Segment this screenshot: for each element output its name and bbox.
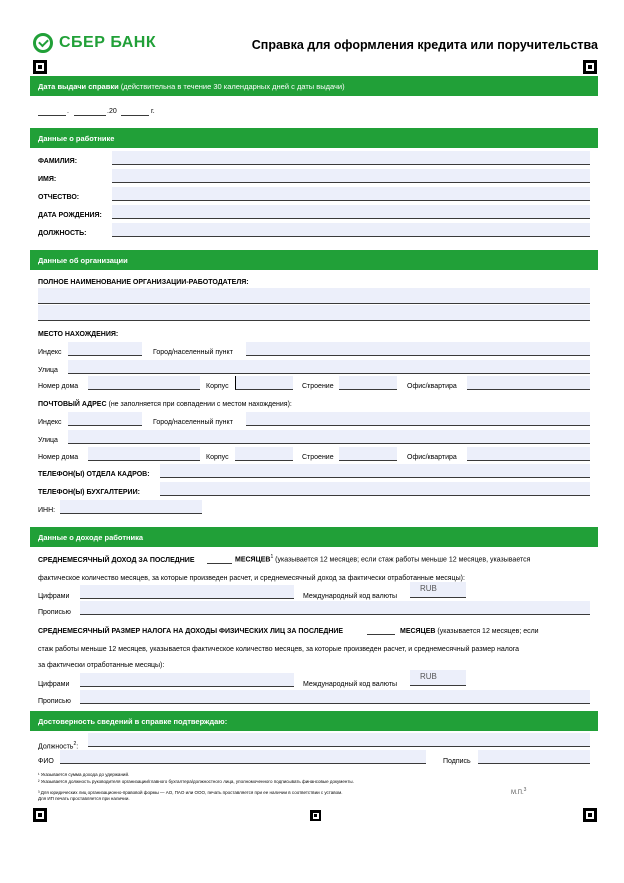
income-months-input[interactable] [207,550,232,564]
org-name-input-line1[interactable] [38,288,590,304]
currency-code-label: Международный код валюты [303,593,398,600]
avg-income-note [235,553,530,564]
words-label: Прописью [38,609,71,616]
accounting-phone-input[interactable] [160,482,590,496]
tax-label: СРЕДНЕМЕСЯЧНЫЙ РАЗМЕР НАЛОГА НА ДОХОДЫ ФИЗИЧЕСКИХ ЛИЦ ЗА ПОСЛЕДНИЕ [38,628,344,635]
colon: : [76,743,79,751]
index-label: Индекс [38,419,62,426]
footnote-ref-3: 3 [523,787,527,793]
house-label: Номер дома [38,383,79,390]
tax-months-input[interactable] [367,621,395,635]
avg-income-note-continuation: фактическое количество месяцев, за которые произведен расчет, и среднемесячный доход за фактически отработанные месяцы): [38,575,465,582]
hr-phone-label: ТЕЛЕФОН(Ы) ОТДЕЛА КАДРОВ: [38,471,150,478]
section-title: Данные о доходе работника [38,533,144,542]
signature-label: Подпись [443,758,471,765]
postal-street-input[interactable] [68,430,590,444]
postal-index-input[interactable] [68,412,142,426]
location-office-input[interactable] [467,376,590,390]
tax-note [400,627,539,636]
org-name-label: ПОЛНОЕ НАИМЕНОВАНИЕ ОРГАНИЗАЦИИ-РАБОТОДАТЕЛЯ: [38,279,249,286]
footnote-1: ¹ Указывается сумма дохода до удержаний. [38,772,130,777]
issue-day-input[interactable] [38,102,66,116]
tax-note-continuation: стаж работы меньше 12 месяцев, указывается фактическое количество месяцев, за которые произведен расчет, и среднемесячный размер налога [38,646,520,653]
location-street-input[interactable] [68,360,590,374]
date-separator: . [67,108,69,115]
location-label: МЕСТО НАХОЖДЕНИЯ: [38,331,119,338]
hr-phone-input[interactable] [160,464,590,478]
income-currency-input[interactable]: RUB [410,582,466,598]
postal-label: ПОЧТОВЫЙ АДРЕС [38,401,107,408]
section-bar-income [30,527,598,547]
structure-label: Строение [302,383,334,390]
year-suffix: г. [151,108,155,115]
digits-label: Цифрами [38,681,70,688]
signature-input[interactable] [478,750,590,764]
inn-label: ИНН: [38,507,56,514]
stamp-text: М.П. [511,790,524,796]
note-text: (указывается 12 месяцев; если стаж работы меньше 12 месяцев, указывается [275,556,531,564]
section-bar-issue-date [30,76,598,96]
index-label: Индекс [38,349,62,356]
income-digits-input[interactable] [80,585,294,599]
section-title: Данные о работнике [38,134,115,143]
position-label: ДОЛЖНОСТЬ: [38,230,87,237]
location-city-input[interactable] [246,342,590,356]
footnote-ref-1: 1 [270,554,274,560]
office-label: Офис/квартира [407,383,457,390]
surname-input[interactable] [112,151,590,165]
patronymic-input[interactable] [112,187,590,201]
section-note: (действительна в течение 30 календарных дней с даты выдачи) [120,82,345,91]
signer-position-input[interactable] [88,733,590,747]
office-label: Офис/квартира [407,454,457,461]
words-label: Прописью [38,698,71,705]
city-label: Город/населенный пункт [153,349,233,356]
sber-logo [33,33,156,53]
postal-city-input[interactable] [246,412,590,426]
section-title: Данные об организации [38,256,128,265]
house-label: Номер дома [38,454,79,461]
org-name-input-line2[interactable] [38,305,590,321]
position-text: Должность [38,743,74,751]
stamp-placeholder [511,786,526,798]
corner-marker-icon [583,60,597,74]
postal-address-heading [38,400,292,409]
city-label: Город/населенный пункт [153,419,233,426]
corner-marker-icon [33,808,47,822]
postal-structure-input[interactable] [339,447,397,461]
digits-label: Цифрами [38,593,70,600]
position-input[interactable] [112,223,590,237]
income-words-input[interactable] [80,601,590,615]
street-label: Улица [38,367,58,374]
name-label: ИМЯ: [38,176,57,183]
tax-months-label: МЕСЯЦЕВ [400,628,436,635]
signer-fio-input[interactable] [60,750,426,764]
location-house-input[interactable] [88,376,200,390]
footnote-ref-2: 2 [73,741,77,747]
issue-month-input[interactable] [74,102,106,116]
postal-house-input[interactable] [88,447,200,461]
footnote-3-continuation: Для ИП печать проставляется при наличии. [38,796,130,801]
corner-marker-icon [33,60,47,74]
avg-income-label: СРЕДНЕМЕСЯЧНЫЙ ДОХОД ЗА ПОСЛЕДНИЕ [38,557,195,564]
footnote-3: ³ Для юридических лиц организационно-правовой формы — АО, ПАО или ООО, печать проставляется при ее наличии в соответствии с уставом. [38,790,343,795]
note-text: (указывается 12 месяцев; если [437,628,539,635]
building-label: Корпус [206,383,229,390]
inn-input[interactable] [60,500,202,514]
location-structure-input[interactable] [339,376,397,390]
fio-label: ФИО [38,758,54,765]
footnote-2: ² Указывается должность руководителя организации/главного бухгалтера/должностного лица, уполномоченного подписывать финансовые документы. [38,779,354,784]
building-label: Корпус [206,454,229,461]
sber-logo-icon [33,33,53,53]
postal-building-input[interactable] [235,447,293,461]
postal-note: (не заполняется при совпадении с местом нахождения): [108,401,292,408]
accounting-phone-label: ТЕЛЕФОН(Ы) БУХГАЛТЕРИИ: [38,489,140,496]
logo-text: СБЕР БАНК [59,34,157,51]
currency-code-label: Международный код валюты [303,681,398,688]
birth-date-label: ДАТА РОЖДЕНИЯ: [38,212,102,219]
structure-label: Строение [302,454,334,461]
location-index-input[interactable] [68,342,142,356]
section-title: Достоверность сведений в справке подтверждаю: [38,717,228,726]
tax-words-input[interactable] [80,690,590,704]
patronymic-label: ОТЧЕСТВО: [38,194,80,201]
tax-note-end: за фактически отработанные месяцы): [38,662,165,669]
corner-marker-icon [583,808,597,822]
section-title: Дата выдачи справки [38,82,119,91]
location-building-input[interactable] [235,376,293,390]
birth-date-input[interactable] [112,205,590,219]
section-bar-organization [30,250,598,270]
months-label: МЕСЯЦЕВ [235,556,271,564]
section-bar-confirmation [30,711,598,731]
tax-digits-input[interactable] [80,673,294,687]
issue-year-input[interactable] [121,102,149,116]
section-bar-employee [30,128,598,148]
center-marker-icon [310,810,321,821]
tax-currency-input[interactable]: RUB [410,670,466,686]
postal-office-input[interactable] [467,447,590,461]
document-title: Справка для оформления кредита или поручительства [251,38,598,52]
street-label: Улица [38,437,58,444]
name-input[interactable] [112,169,590,183]
year-prefix: .20 [107,108,117,115]
surname-label: ФАМИЛИЯ: [38,158,78,165]
